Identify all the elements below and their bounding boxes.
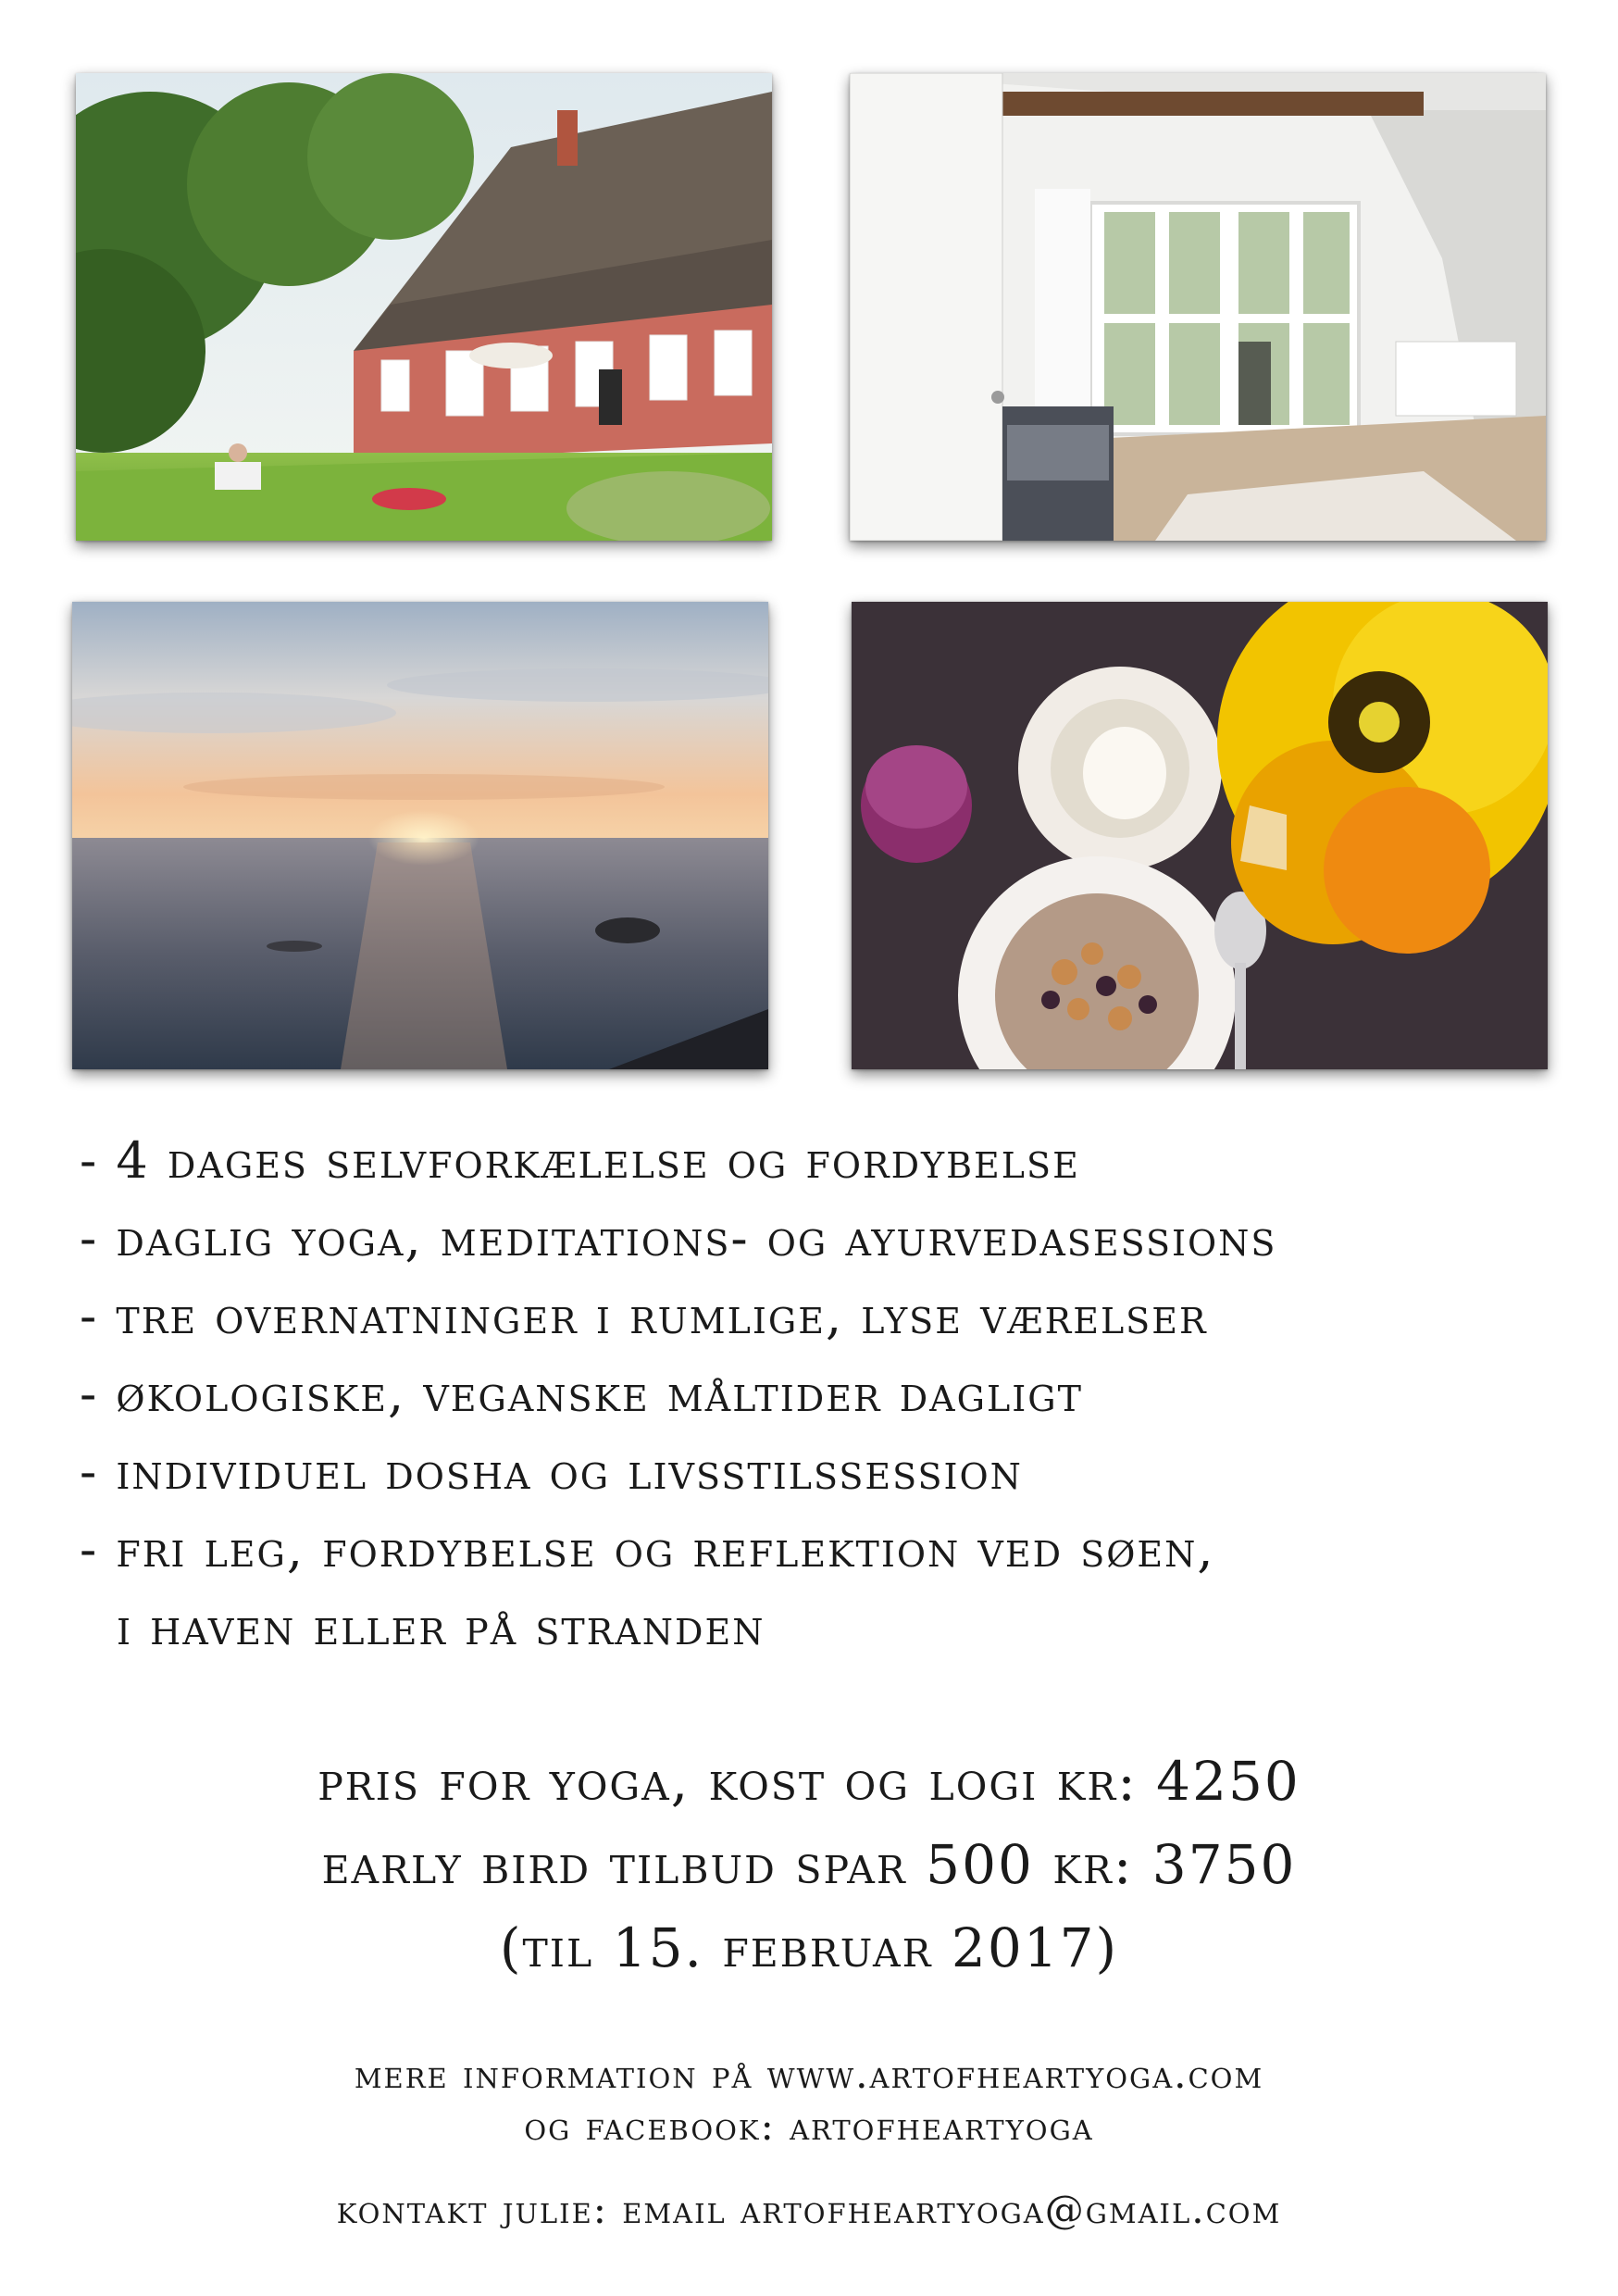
feature-item: - tre overnatninger i rumlige, lyse værelser <box>80 1287 1208 1345</box>
price-regular: pris for yoga, kost og logi kr: 4250 <box>317 1750 1301 1813</box>
feature-list <box>80 1122 1276 1666</box>
contact-info: kontakt julie: email artofheartyoga@gmail.com <box>336 2187 1282 2232</box>
website-info: mere information på www.artofheartyoga.com <box>354 2052 1264 2097</box>
sunset-sea-photo <box>72 602 768 1069</box>
feature-item: - 4 dages selvforkælelse og fordybelse <box>80 1131 1080 1190</box>
feature-item: - individuel dosha og livsstilssession <box>80 1442 1023 1501</box>
feature-item: - fri leg, fordybelse og reflektion ved søen, <box>80 1520 1215 1578</box>
feature-item: - daglig yoga, meditations- og ayurvedasessions <box>80 1209 1277 1267</box>
early-bird-deadline: (til 15. februar 2017) <box>499 1916 1119 1979</box>
feature-item: - økologiske, veganske måltider dagligt <box>80 1365 1083 1423</box>
breakfast-tulip-photo <box>852 602 1548 1069</box>
price-early-bird: early bird tilbud spar 500 kr: 3750 <box>321 1833 1297 1896</box>
attic-bedroom-photo <box>850 73 1546 541</box>
house-garden-photo <box>76 73 772 541</box>
facebook-info: og facebook: artofheartyoga <box>524 2103 1094 2149</box>
feature-item-continuation: i haven eller på stranden <box>117 1598 765 1656</box>
